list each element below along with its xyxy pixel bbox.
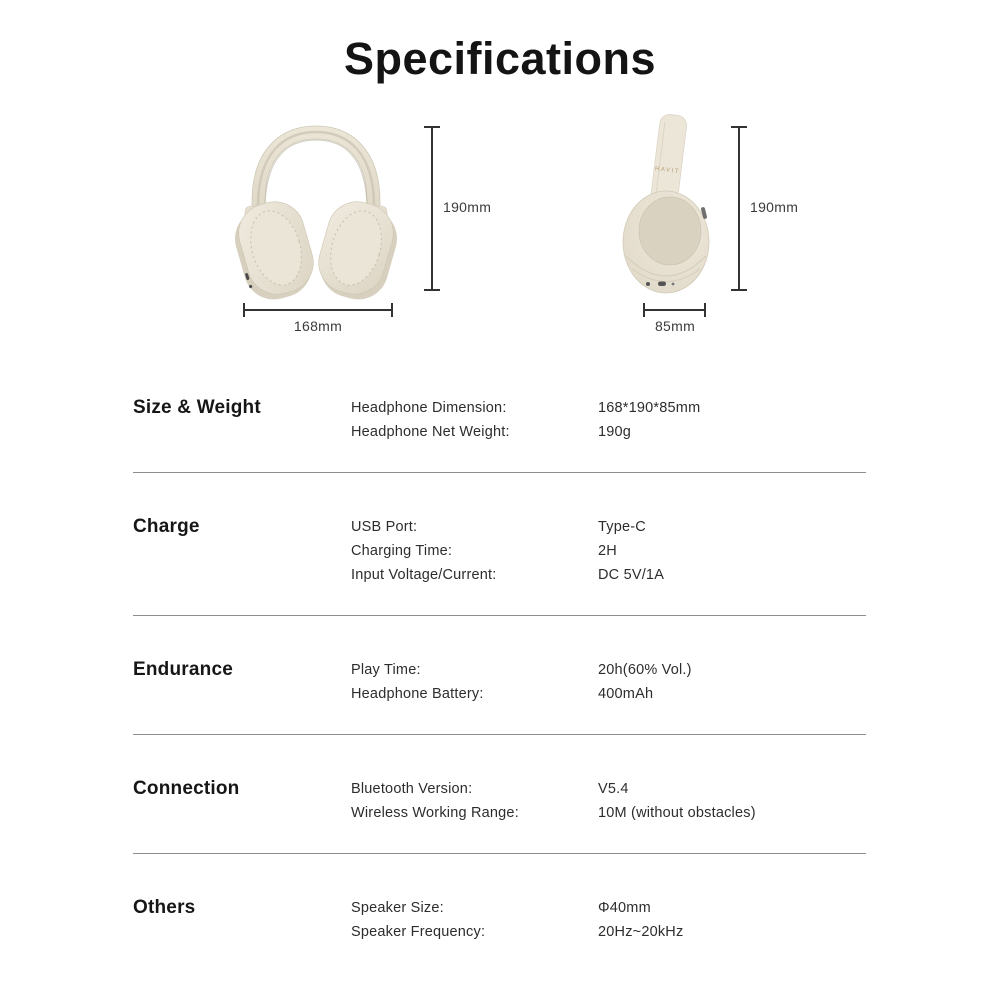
spec-row bbox=[351, 920, 866, 944]
headphones-front-image bbox=[232, 116, 402, 302]
spec-value: 2H bbox=[598, 543, 617, 559]
dim-label-height-front: 190mm bbox=[443, 199, 492, 215]
spec-row bbox=[351, 896, 866, 920]
spec-value: 20h(60% Vol.) bbox=[598, 662, 692, 678]
spec-label: USB Port: bbox=[351, 519, 418, 535]
spec-label: Speaker Size: bbox=[351, 900, 444, 916]
section-rows-endurance bbox=[351, 658, 866, 706]
dim-label-depth-side: 85mm bbox=[654, 318, 696, 334]
spec-value: 20Hz~20kHz bbox=[598, 924, 684, 940]
spec-value: DC 5V/1A bbox=[598, 567, 665, 583]
spec-table bbox=[133, 396, 866, 972]
spec-row bbox=[351, 658, 866, 682]
spec-label: Headphone Dimension: bbox=[351, 400, 507, 416]
spec-label: Wireless Working Range: bbox=[351, 805, 519, 821]
section-title-connection: Connection bbox=[133, 778, 240, 799]
section-rows-charge bbox=[351, 515, 866, 587]
spec-row bbox=[351, 515, 866, 539]
dim-label-height-side: 190mm bbox=[750, 199, 799, 215]
spec-row bbox=[351, 563, 866, 587]
section-title-endurance: Endurance bbox=[133, 659, 233, 680]
brand-logo-text: HAVIT bbox=[654, 166, 681, 176]
section-title-charge: Charge bbox=[133, 516, 200, 537]
dim-line-height-side bbox=[738, 126, 740, 291]
spec-section-others bbox=[133, 854, 866, 972]
spec-row bbox=[351, 801, 866, 825]
spec-row bbox=[351, 777, 866, 801]
spec-section-charge bbox=[133, 473, 866, 615]
section-rows-others bbox=[351, 896, 866, 944]
spec-value: V5.4 bbox=[598, 781, 629, 797]
spec-label: Charging Time: bbox=[351, 543, 453, 559]
spec-value: Φ40mm bbox=[598, 900, 651, 916]
headphones-side-image bbox=[618, 114, 730, 304]
spec-row bbox=[351, 539, 866, 563]
section-rows-size-weight bbox=[351, 396, 866, 444]
spec-value: 400mAh bbox=[598, 686, 654, 702]
spec-section-size-weight bbox=[133, 396, 866, 472]
spec-label: Input Voltage/Current: bbox=[351, 567, 497, 583]
spec-value: 10M (without obstacles) bbox=[598, 805, 756, 821]
spec-section-connection bbox=[133, 735, 866, 853]
dim-line-width-front bbox=[243, 309, 393, 311]
spec-label: Speaker Frequency: bbox=[351, 924, 486, 940]
spec-value: 168*190*85mm bbox=[598, 400, 701, 416]
dim-line-depth-side bbox=[643, 309, 706, 311]
spec-value: 190g bbox=[598, 424, 632, 440]
spec-row bbox=[351, 682, 866, 706]
spec-label: Headphone Net Weight: bbox=[351, 424, 510, 440]
spec-value: Type-C bbox=[598, 519, 646, 535]
spec-section-endurance bbox=[133, 616, 866, 734]
spec-row bbox=[351, 396, 866, 420]
page-title: Specifications bbox=[343, 33, 657, 84]
section-title-others: Others bbox=[133, 897, 196, 918]
section-title-size-weight: Size & Weight bbox=[133, 397, 261, 418]
spec-label: Headphone Battery: bbox=[351, 686, 484, 702]
dim-label-width-front: 168mm bbox=[293, 318, 343, 334]
spec-label: Bluetooth Version: bbox=[351, 781, 473, 797]
spec-label: Play Time: bbox=[351, 662, 421, 678]
spec-row bbox=[351, 420, 866, 444]
section-rows-connection bbox=[351, 777, 866, 825]
dim-line-height-front bbox=[431, 126, 433, 291]
